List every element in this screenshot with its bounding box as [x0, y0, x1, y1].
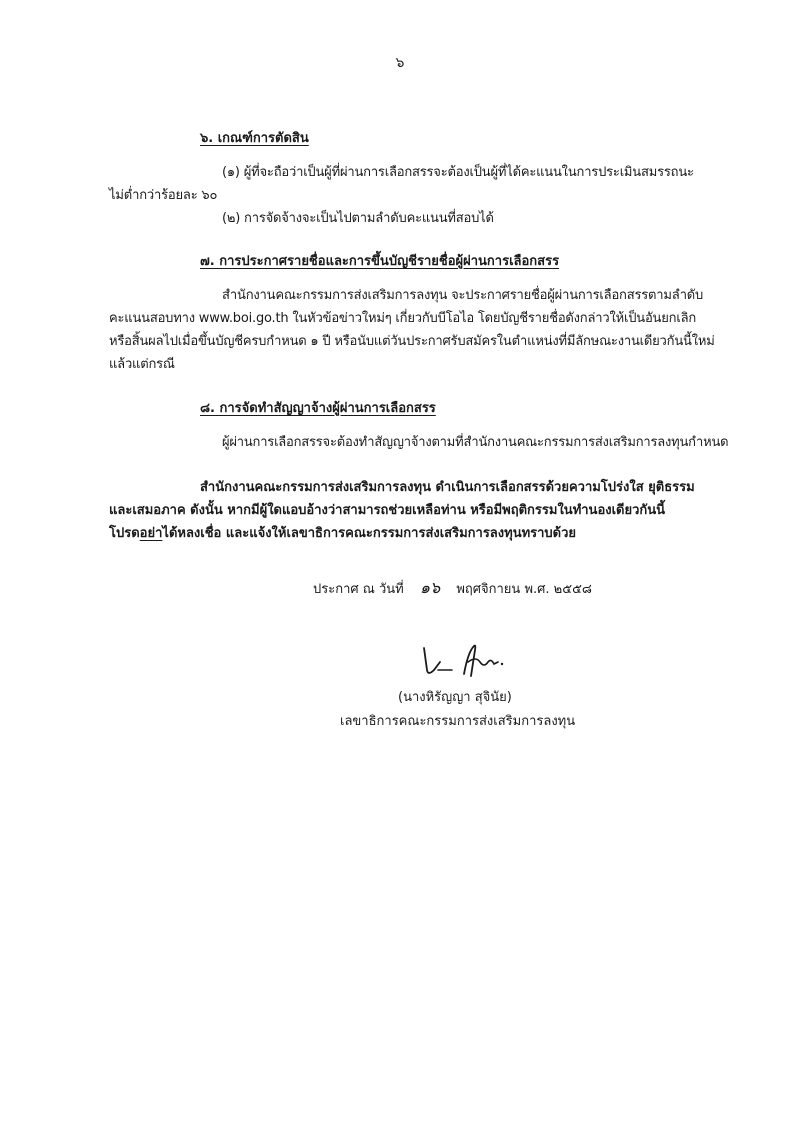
notice-line3-prefix: โปรด	[109, 526, 140, 541]
notice-line3-underlined: อย่า	[139, 526, 163, 541]
announcement-date	[313, 576, 592, 601]
signatory-title: เลขาธิการคณะกรรมการส่งเสริมการลงทุน	[340, 714, 576, 729]
signature-mark	[418, 640, 508, 680]
section6-heading: ๖. เกณฑ์การตัดสิน	[200, 131, 309, 146]
section8-heading: ๘. การจัดทำสัญญาจ้างผู้ผ่านการเลือกสรร	[200, 401, 436, 416]
section7-heading: ๗. การประกาศรายชื่อและการขึ้นบัญชีรายชื่อผู้ผ่านการเลือกสรร	[200, 254, 560, 269]
notice-line3-suffix: ได้หลงเชื่อ และแจ้งให้เลขาธิการคณะกรรมการส่งเสริมการลงทุนทราบด้วย	[162, 526, 577, 541]
section6-item2: (๒) การจัดจ้างจะเป็นไปตามลำดับคะแนนที่สอบได้	[222, 211, 494, 226]
section7-line4: แล้วแต่กรณี	[109, 357, 175, 372]
notice-line2: และเสมอภาค ดังนั้น หากมีผู้ใดแอบอ้างว่าสามารถช่วยเหลือท่าน หรือมีพฤติกรรมในทำนองเดียวกันนี้	[109, 503, 666, 518]
section8-line1: ผู้ผ่านการเลือกสรรจะต้องทำสัญญาจ้างตามที่สำนักงานคณะกรรมการส่งเสริมการลงทุนกำหนด	[222, 435, 729, 450]
section6-item1-line1: (๑) ผู้ที่จะถือว่าเป็นผู้ที่ผ่านการเลือกสรรจะต้องเป็นผู้ที่ได้คะแนนในการประเมินสมรรถนะ	[222, 165, 694, 180]
page-number: ๖	[395, 55, 405, 71]
section7-line3: หรือสิ้นผลไปเมื่อขึ้นบัญชีครบกำหนด ๑ ปี หรือนับแต่วันประกาศรับสมัครในตำแหน่งที่มีลักษณะงานเดียวกันนี้ใหม่	[109, 334, 715, 349]
signatory-name: (นางหิรัญญา สุจินัย)	[398, 690, 512, 705]
section6-item1-line2: ไม่ต่ำกว่าร้อยละ ๖๐	[109, 188, 218, 203]
section7-line1: สำนักงานคณะกรรมการส่งเสริมการลงทุน จะประกาศรายชื่อผู้ผ่านการเลือกสรรตามลำดับ	[222, 288, 704, 303]
announcement-prefix: ประกาศ ณ วันที่	[313, 582, 404, 597]
announcement-month-year: พฤศจิกายน พ.ศ. ๒๕๕๘	[456, 582, 592, 597]
notice-line3	[109, 522, 576, 543]
section7-line2: คะแนนสอบทาง www.boi.go.th ในหัวข้อข่าวใหม่ๆ เกี่ยวกับบีโอไอ โดยบัญชีรายชื่อดังกล่าวให้เป็นอันยกเลิก	[109, 311, 697, 326]
announcement-day: ๑๖	[419, 578, 441, 597]
notice-line1: สำนักงานคณะกรรมการส่งเสริมการลงทุน ดำเนินการเลือกสรรด้วยความโปร่งใส ยุติธรรม	[200, 480, 695, 495]
